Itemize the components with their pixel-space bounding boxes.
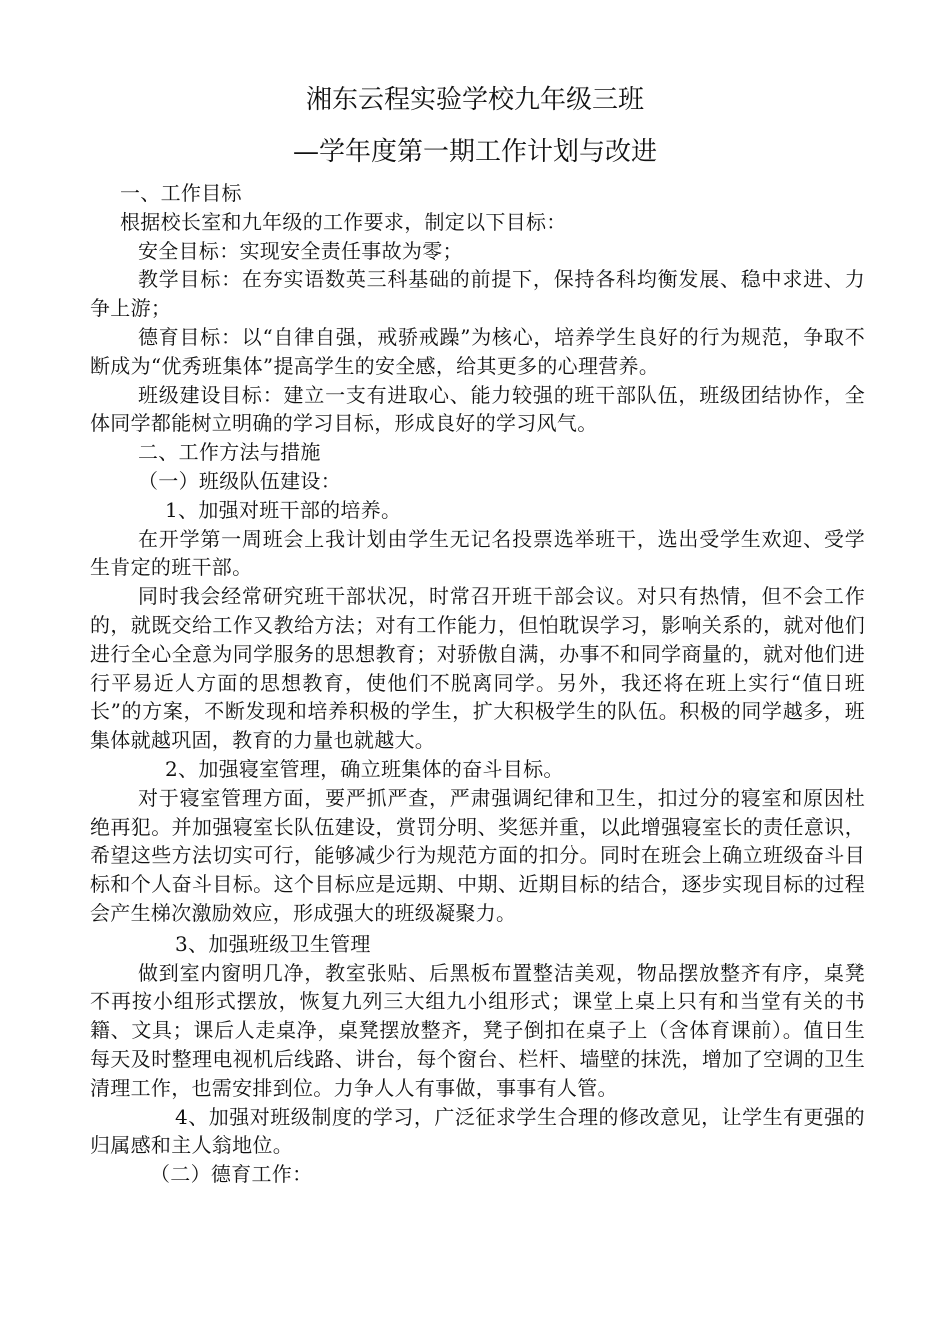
paragraph-election: 在开学第一周班会上我计划由学生无记名投票选举班干，选出受学生欢迎、受学生肯定的班干部。 — [90, 526, 865, 580]
document-title-line-2: —学年度第一期工作计划与改进 — [292, 137, 657, 167]
paragraph-teaching-goal: 教学目标：在夯实语数英三科基础的前提下，保持各科均衡发展、稳中求进、力争上游； — [90, 267, 865, 321]
paragraph-intro: 根据校长室和九年级的工作要求，制定以下目标： — [120, 209, 567, 234]
document-title-line-1: 湘东云程实验学校九年级三班 — [305, 85, 644, 115]
item-heading-dorm-management: 2、加强寝室管理，确立班集体的奋斗目标。 — [165, 756, 564, 781]
paragraph-moral-goal: 德育目标：以“自律自强，戒骄戒躁”为核心，培养学生良好的行为规范，争取不断成为“优秀班集体”提高学生的安全感，给其更多的心理营养。 — [90, 324, 865, 378]
item-heading-class-rules: 4、加强对班级制度的学习，广泛征求学生合理的修改意见，让学生有更强的归属感和主人翁地位。 — [90, 1104, 865, 1158]
paragraph-class-building-goal: 班级建设目标：建立一支有进取心、能力较强的班干部队伍，班级团结协作，全体同学都能树立明确的学习目标，形成良好的学习风气。 — [90, 382, 865, 436]
item-heading-cadre-training: 1、加强对班干部的培养。 — [165, 497, 402, 522]
paragraph-cadre-study: 同时我会经常研究班干部状况，时常召开班干部会议。对只有热情，但不会工作的，就既交给工作又教给方法；对有工作能力，但怕耽误学习，影响关系的，就对他们进行全心全意为同学服务的思想教育；对骄傲自满，办事不和同学商量的，就对他们进行平易近人方面的思想教育，使他们不脱离同学。另外，我还将在班上实行“值日班长”的方案，不断发现和培养积极的学生，扩大积极学生的队伍。积极的同学越多，班集体就越巩固，教育的力量也就越大。 — [90, 584, 865, 753]
item-heading-hygiene: 3、加强班级卫生管理 — [175, 931, 371, 956]
section-heading-methods: 二、工作方法与措施 — [138, 440, 321, 465]
document-body — [90, 179, 865, 1189]
subsection-heading-team: （一）班级队伍建设： — [138, 468, 341, 493]
paragraph-hygiene: 做到室内窗明几净，教室张贴、后黑板布置整洁美观，物品摆放整齐有序，桌凳不再按小组形式摆放，恢复九列三大组九小组形式；课堂上桌上只有和当堂有关的书籍、文具；课后人走桌净，桌凳摆放整齐，凳子倒扣在桌子上（含体育课前）。值日生每天及时整理电视机后线路、讲台，每个窗台、栏杆、墙壁的抹洗，增加了空调的卫生清理工作，也需安排到位。力争人人有事做，事事有人管。 — [90, 960, 865, 1100]
paragraph-dorm-management: 对于寝室管理方面，要严抓严查，严肃强调纪律和卫生，扣过分的寝室和原因杜绝再犯。并加强寝室长队伍建设，赏罚分明、奖惩并重，以此增强寝室长的责任意识，希望这些方法切实可行，能够减少行为规范方面的扣分。同时在班会上确立班级奋斗目标和个人奋斗目标。这个目标应是远期、中期、近期目标的结合，逐步实现目标的过程会产生梯次激励效应，形成强大的班级凝聚力。 — [90, 785, 865, 925]
section-heading-goals: 一、工作目标 — [120, 181, 242, 205]
paragraph-safety-goal: 安全目标：实现安全责任事故为零； — [138, 238, 463, 263]
subsection-heading-moral-education: （二）德育工作： — [150, 1162, 313, 1187]
